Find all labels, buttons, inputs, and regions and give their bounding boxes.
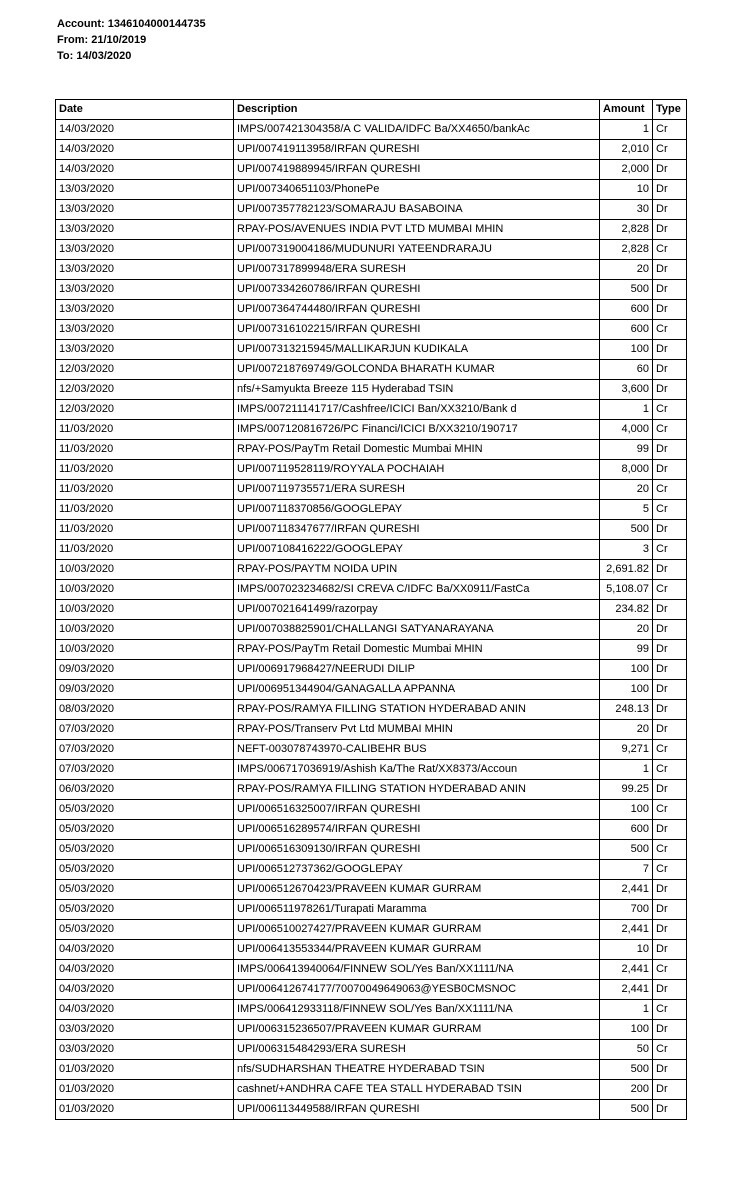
cell-description: UPI/007319004186/MUDUNURI YATEENDRARAJU (234, 240, 600, 260)
cell-description: IMPS/006413940064/FINNEW SOL/Yes Ban/XX1111/NA (234, 960, 600, 980)
table-row (56, 540, 687, 560)
cell-type: Dr (653, 280, 687, 300)
cell-amount: 600 (600, 300, 653, 320)
cell-description: UPI/007119528119/ROYYALA POCHAIAH (234, 460, 600, 480)
table-row (56, 880, 687, 900)
cell-type: Cr (653, 540, 687, 560)
cell-type: Dr (653, 1020, 687, 1040)
cell-date: 10/03/2020 (56, 560, 234, 580)
cell-description: UPI/006511978261/Turapati Maramma (234, 900, 600, 920)
cell-date: 06/03/2020 (56, 780, 234, 800)
cell-type: Dr (653, 640, 687, 660)
cell-description: UPI/007218769749/GOLCONDA BHARATH KUMAR (234, 360, 600, 380)
column-header-date: Date (56, 100, 234, 120)
cell-date: 07/03/2020 (56, 740, 234, 760)
cell-date: 09/03/2020 (56, 680, 234, 700)
cell-date: 12/03/2020 (56, 380, 234, 400)
table-row (56, 800, 687, 820)
column-header-description: Description (234, 100, 600, 120)
table-row (56, 320, 687, 340)
cell-date: 12/03/2020 (56, 360, 234, 380)
cell-type: Cr (653, 120, 687, 140)
cell-date: 05/03/2020 (56, 820, 234, 840)
cell-date: 11/03/2020 (56, 480, 234, 500)
cell-type: Cr (653, 480, 687, 500)
cell-description: UPI/007334260786/IRFAN QURESHI (234, 280, 600, 300)
cell-amount: 99.25 (600, 780, 653, 800)
table-row (56, 360, 687, 380)
cell-date: 03/03/2020 (56, 1040, 234, 1060)
cell-description: UPI/007419113958/IRFAN QURESHI (234, 140, 600, 160)
table-row (56, 980, 687, 1000)
cell-date: 13/03/2020 (56, 280, 234, 300)
cell-amount: 20 (600, 620, 653, 640)
table-row (56, 240, 687, 260)
cell-type: Dr (653, 180, 687, 200)
cell-amount: 20 (600, 720, 653, 740)
cell-type: Dr (653, 940, 687, 960)
table-row (56, 640, 687, 660)
table-row (56, 860, 687, 880)
cell-description: RPAY-POS/AVENUES INDIA PVT LTD MUMBAI MHIN (234, 220, 600, 240)
cell-description: UPI/007108416222/GOOGLEPAY (234, 540, 600, 560)
table-row (56, 900, 687, 920)
cell-type: Cr (653, 840, 687, 860)
cell-type: Dr (653, 380, 687, 400)
table-body (56, 120, 687, 1120)
table-row (56, 660, 687, 680)
cell-description: UPI/007118370856/GOOGLEPAY (234, 500, 600, 520)
table-row (56, 740, 687, 760)
cell-description: RPAY-POS/PAYTM NOIDA UPIN (234, 560, 600, 580)
table-row (56, 160, 687, 180)
cell-amount: 2,441 (600, 960, 653, 980)
table-row (56, 400, 687, 420)
cell-type: Dr (653, 680, 687, 700)
cell-description: UPI/007364744480/IRFAN QURESHI (234, 300, 600, 320)
cell-amount: 2,691.82 (600, 560, 653, 580)
cell-amount: 3 (600, 540, 653, 560)
table-row (56, 420, 687, 440)
table-row (56, 460, 687, 480)
cell-date: 13/03/2020 (56, 240, 234, 260)
cell-description: IMPS/007023234682/SI CREVA C/IDFC Ba/XX0911/FastCa (234, 580, 600, 600)
cell-amount: 60 (600, 360, 653, 380)
cell-description: UPI/006516325007/IRFAN QURESHI (234, 800, 600, 820)
cell-amount: 2,010 (600, 140, 653, 160)
table-row (56, 200, 687, 220)
table-row (56, 300, 687, 320)
table-row (56, 1100, 687, 1120)
cell-amount: 1 (600, 120, 653, 140)
cell-amount: 1 (600, 760, 653, 780)
cell-date: 13/03/2020 (56, 220, 234, 240)
cell-description: UPI/006413553344/PRAVEEN KUMAR GURRAM (234, 940, 600, 960)
cell-amount: 50 (600, 1040, 653, 1060)
cell-amount: 248.13 (600, 700, 653, 720)
cell-amount: 30 (600, 200, 653, 220)
cell-date: 05/03/2020 (56, 880, 234, 900)
cell-type: Cr (653, 240, 687, 260)
cell-description: UPI/007021641499/razorpay (234, 600, 600, 620)
cell-amount: 200 (600, 1080, 653, 1100)
cell-amount: 100 (600, 660, 653, 680)
cell-type: Cr (653, 860, 687, 880)
cell-date: 05/03/2020 (56, 900, 234, 920)
table-row (56, 440, 687, 460)
cell-description: RPAY-POS/RAMYA FILLING STATION HYDERABAD ANIN (234, 780, 600, 800)
cell-date: 04/03/2020 (56, 1000, 234, 1020)
cell-type: Cr (653, 800, 687, 820)
cell-type: Dr (653, 300, 687, 320)
cell-amount: 5,108.07 (600, 580, 653, 600)
table-row (56, 720, 687, 740)
cell-description: IMPS/007421304358/A C VALIDA/IDFC Ba/XX4650/bankAc (234, 120, 600, 140)
table-row (56, 260, 687, 280)
cell-date: 09/03/2020 (56, 660, 234, 680)
table-row (56, 520, 687, 540)
cell-type: Dr (653, 1100, 687, 1120)
cell-type: Cr (653, 420, 687, 440)
cell-date: 11/03/2020 (56, 500, 234, 520)
cell-date: 10/03/2020 (56, 640, 234, 660)
cell-type: Dr (653, 980, 687, 1000)
table-row (56, 960, 687, 980)
cell-date: 03/03/2020 (56, 1020, 234, 1040)
cell-type: Dr (653, 440, 687, 460)
cell-type: Dr (653, 1060, 687, 1080)
cell-date: 04/03/2020 (56, 960, 234, 980)
cell-amount: 99 (600, 640, 653, 660)
cell-amount: 99 (600, 440, 653, 460)
cell-type: Dr (653, 160, 687, 180)
cell-type: Dr (653, 900, 687, 920)
table-row (56, 380, 687, 400)
cell-description: IMPS/006717036919/Ashish Ka/The Rat/XX8373/Accoun (234, 760, 600, 780)
cell-date: 07/03/2020 (56, 720, 234, 740)
cell-type: Dr (653, 720, 687, 740)
cell-date: 13/03/2020 (56, 320, 234, 340)
cell-date: 11/03/2020 (56, 520, 234, 540)
table-row (56, 940, 687, 960)
table-row (56, 1040, 687, 1060)
table-row (56, 560, 687, 580)
table-row (56, 620, 687, 640)
table-row (56, 680, 687, 700)
cell-type: Dr (653, 360, 687, 380)
cell-amount: 100 (600, 1020, 653, 1040)
cell-amount: 500 (600, 840, 653, 860)
table-row (56, 280, 687, 300)
table-row (56, 180, 687, 200)
cell-type: Dr (653, 200, 687, 220)
table-row (56, 1000, 687, 1020)
cell-description: cashnet/+ANDHRA CAFE TEA STALL HYDERABAD TSIN (234, 1080, 600, 1100)
cell-type: Cr (653, 960, 687, 980)
table-row (56, 220, 687, 240)
cell-date: 05/03/2020 (56, 920, 234, 940)
cell-type: Dr (653, 600, 687, 620)
cell-amount: 2,828 (600, 240, 653, 260)
table-row (56, 1080, 687, 1100)
cell-type: Dr (653, 220, 687, 240)
cell-amount: 2,441 (600, 920, 653, 940)
from-date: From: 21/10/2019 (57, 34, 147, 46)
cell-amount: 9,271 (600, 740, 653, 760)
cell-date: 13/03/2020 (56, 340, 234, 360)
cell-amount: 234.82 (600, 600, 653, 620)
table-row (56, 840, 687, 860)
cell-description: UPI/006315236507/PRAVEEN KUMAR GURRAM (234, 1020, 600, 1040)
cell-type: Cr (653, 740, 687, 760)
cell-amount: 2,441 (600, 980, 653, 1000)
cell-type: Dr (653, 920, 687, 940)
cell-description: RPAY-POS/PayTm Retail Domestic Mumbai MHIN (234, 440, 600, 460)
cell-type: Cr (653, 1040, 687, 1060)
table-row (56, 700, 687, 720)
table-row (56, 140, 687, 160)
table-row (56, 760, 687, 780)
cell-date: 05/03/2020 (56, 800, 234, 820)
cell-amount: 500 (600, 1060, 653, 1080)
cell-description: UPI/006113449588/IRFAN QURESHI (234, 1100, 600, 1120)
cell-amount: 500 (600, 280, 653, 300)
cell-description: UPI/007317899948/ERA SURESH (234, 260, 600, 280)
cell-date: 14/03/2020 (56, 160, 234, 180)
cell-type: Cr (653, 580, 687, 600)
cell-amount: 2,828 (600, 220, 653, 240)
cell-amount: 500 (600, 1100, 653, 1120)
table-row (56, 120, 687, 140)
cell-amount: 1 (600, 1000, 653, 1020)
cell-description: UPI/006917968427/NEERUDI DILIP (234, 660, 600, 680)
cell-type: Dr (653, 340, 687, 360)
cell-date: 11/03/2020 (56, 540, 234, 560)
table-row (56, 500, 687, 520)
cell-amount: 8,000 (600, 460, 653, 480)
cell-amount: 600 (600, 320, 653, 340)
cell-type: Dr (653, 560, 687, 580)
cell-description: UPI/007316102215/IRFAN QURESHI (234, 320, 600, 340)
cell-description: UPI/006516289574/IRFAN QURESHI (234, 820, 600, 840)
cell-amount: 2,000 (600, 160, 653, 180)
table-row (56, 580, 687, 600)
cell-description: UPI/006512670423/PRAVEEN KUMAR GURRAM (234, 880, 600, 900)
cell-description: UPI/007313215945/MALLIKARJUN KUDIKALA (234, 340, 600, 360)
table-row (56, 920, 687, 940)
cell-amount: 2,441 (600, 880, 653, 900)
cell-type: Dr (653, 520, 687, 540)
cell-type: Dr (653, 1080, 687, 1100)
cell-date: 11/03/2020 (56, 440, 234, 460)
cell-description: IMPS/006412933118/FINNEW SOL/Yes Ban/XX1111/NA (234, 1000, 600, 1020)
cell-type: Dr (653, 460, 687, 480)
cell-date: 10/03/2020 (56, 580, 234, 600)
cell-type: Cr (653, 760, 687, 780)
cell-date: 12/03/2020 (56, 400, 234, 420)
cell-description: RPAY-POS/Transerv Pvt Ltd MUMBAI MHIN (234, 720, 600, 740)
cell-type: Cr (653, 320, 687, 340)
table-row (56, 340, 687, 360)
cell-description: IMPS/007211141717/Cashfree/ICICI Ban/XX3210/Bank d (234, 400, 600, 420)
cell-description: NEFT-003078743970-CALIBEHR BUS (234, 740, 600, 760)
cell-description: UPI/007357782123/SOMARAJU BASABOINA (234, 200, 600, 220)
cell-amount: 20 (600, 480, 653, 500)
cell-type: Dr (653, 700, 687, 720)
cell-description: UPI/006512737362/GOOGLEPAY (234, 860, 600, 880)
cell-type: Cr (653, 500, 687, 520)
column-header-type: Type (653, 100, 687, 120)
cell-date: 04/03/2020 (56, 940, 234, 960)
cell-description: IMPS/007120816726/PC Financi/ICICI B/XX3210/190717 (234, 420, 600, 440)
cell-amount: 100 (600, 340, 653, 360)
cell-date: 01/03/2020 (56, 1080, 234, 1100)
cell-description: RPAY-POS/PayTm Retail Domestic Mumbai MHIN (234, 640, 600, 660)
cell-date: 04/03/2020 (56, 980, 234, 1000)
cell-date: 08/03/2020 (56, 700, 234, 720)
transactions-table (55, 99, 687, 1120)
table-row (56, 600, 687, 620)
cell-date: 11/03/2020 (56, 460, 234, 480)
statement-header (57, 16, 206, 64)
cell-date: 01/03/2020 (56, 1060, 234, 1080)
cell-amount: 600 (600, 820, 653, 840)
cell-date: 13/03/2020 (56, 200, 234, 220)
cell-description: UPI/007340651103/PhonePe (234, 180, 600, 200)
cell-type: Cr (653, 140, 687, 160)
cell-type: Dr (653, 660, 687, 680)
table-row (56, 1060, 687, 1080)
cell-description: UPI/007118347677/IRFAN QURESHI (234, 520, 600, 540)
cell-description: UPI/006510027427/PRAVEEN KUMAR GURRAM (234, 920, 600, 940)
cell-type: Cr (653, 1000, 687, 1020)
cell-date: 10/03/2020 (56, 620, 234, 640)
cell-type: Dr (653, 780, 687, 800)
cell-date: 14/03/2020 (56, 140, 234, 160)
header-row (56, 100, 687, 120)
cell-description: UPI/007119735571/ERA SURESH (234, 480, 600, 500)
table-row (56, 1020, 687, 1040)
table-header (56, 100, 687, 120)
cell-type: Dr (653, 620, 687, 640)
cell-date: 07/03/2020 (56, 760, 234, 780)
cell-type: Cr (653, 400, 687, 420)
cell-amount: 100 (600, 680, 653, 700)
cell-date: 14/03/2020 (56, 120, 234, 140)
cell-amount: 500 (600, 520, 653, 540)
cell-type: Dr (653, 260, 687, 280)
cell-amount: 7 (600, 860, 653, 880)
cell-amount: 10 (600, 180, 653, 200)
table-row (56, 780, 687, 800)
cell-date: 13/03/2020 (56, 260, 234, 280)
account-number: Account: 1346104000144735 (57, 18, 206, 30)
cell-type: Dr (653, 880, 687, 900)
cell-description: UPI/007419889945/IRFAN QURESHI (234, 160, 600, 180)
cell-amount: 100 (600, 800, 653, 820)
cell-date: 11/03/2020 (56, 420, 234, 440)
cell-date: 13/03/2020 (56, 300, 234, 320)
cell-date: 10/03/2020 (56, 600, 234, 620)
cell-amount: 3,600 (600, 380, 653, 400)
cell-amount: 20 (600, 260, 653, 280)
cell-description: nfs/+Samyukta Breeze 115 Hyderabad TSIN (234, 380, 600, 400)
cell-date: 05/03/2020 (56, 840, 234, 860)
cell-date: 01/03/2020 (56, 1100, 234, 1120)
cell-amount: 5 (600, 500, 653, 520)
cell-type: Dr (653, 820, 687, 840)
cell-amount: 10 (600, 940, 653, 960)
cell-description: UPI/006412674177/70070049649063@YESB0CMSNOC (234, 980, 600, 1000)
cell-amount: 700 (600, 900, 653, 920)
to-date: To: 14/03/2020 (57, 50, 132, 62)
cell-description: RPAY-POS/RAMYA FILLING STATION HYDERABAD ANIN (234, 700, 600, 720)
column-header-amount: Amount (600, 100, 653, 120)
cell-description: nfs/SUDHARSHAN THEATRE HYDERABAD TSIN (234, 1060, 600, 1080)
table-row (56, 820, 687, 840)
cell-date: 13/03/2020 (56, 180, 234, 200)
table-row (56, 480, 687, 500)
cell-description: UPI/007038825901/CHALLANGI SATYANARAYANA (234, 620, 600, 640)
cell-description: UPI/006315484293/ERA SURESH (234, 1040, 600, 1060)
cell-date: 05/03/2020 (56, 860, 234, 880)
cell-amount: 1 (600, 400, 653, 420)
cell-description: UPI/006516309130/IRFAN QURESHI (234, 840, 600, 860)
cell-description: UPI/006951344904/GANAGALLA APPANNA (234, 680, 600, 700)
cell-amount: 4,000 (600, 420, 653, 440)
